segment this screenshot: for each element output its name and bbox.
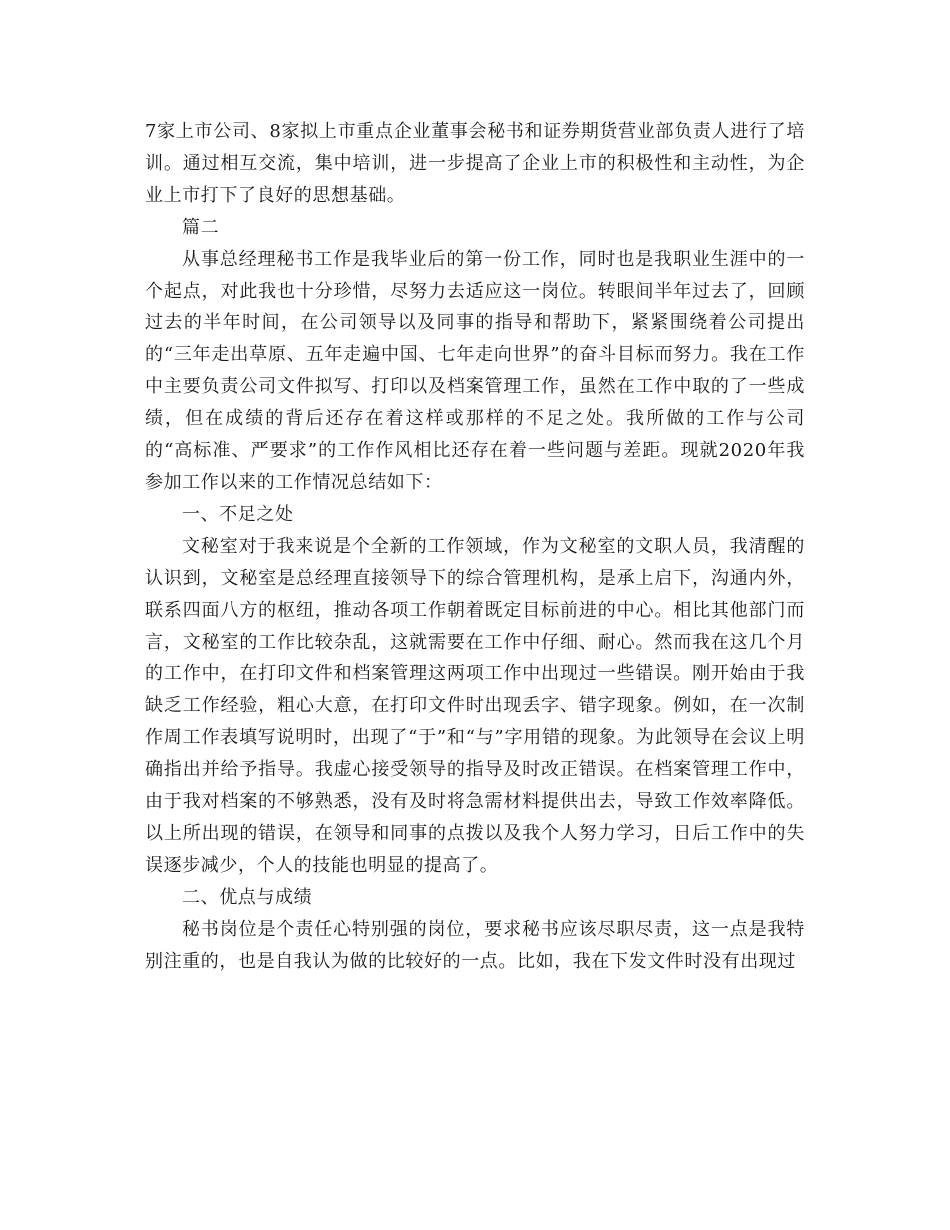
document-body <box>145 116 805 977</box>
section-heading-part-two: 篇二 <box>182 216 220 238</box>
paragraph-shortcomings: 文秘室对于我来说是个全新的工作领域，作为文秘室的文职人员，我清醒的认识到，文秘室是总经理直接领导下的综合管理机构，是承上启下，沟通内外，联系四面八方的枢纽，推动各项工作朝着既定目标前进的中心。相比其他部门而言，文秘室的工作比较杂乱，这就需要在工作中仔细、耐心。然而我在这几个月的工作中，在打印文件和档案管理这两项工作中出现过一些错误。刚开始由于我缺乏工作经验，粗心大意，在打印文件时出现丢字、错字现象。例如，在一次制作周工作表填写说明时，出现了“于”和“与”字用错的现象。为此领导在会议上明确指出并给予指导。我虚心接受领导的指导及时改正错误。在档案管理工作中，由于我对档案的不够熟悉，没有及时将急需材料提供出去，导致工作效率降低。以上所出现的错误，在领导和同事的点拨以及我个人努力学习，日后工作中的失误逐步减少，个人的技能也明显的提高了。 <box>145 535 805 876</box>
paragraph-training-summary: 7家上市公司、8家拟上市重点企业董事会秘书和证券期货营业部负责人进行了培训。通过相互交流，集中培训，进一步提高了企业上市的积极性和主动性，为企业上市打下了良好的思想基础。 <box>145 121 805 206</box>
paragraph-introduction: 从事总经理秘书工作是我毕业后的第一份工作，同时也是我职业生涯中的一个起点，对此我也十分珍惜，尽努力去适应这一岗位。转眼间半年过去了，回顾过去的半年时间，在公司领导以及同事的指导和帮助下，紧紧围绕着公司提出的“三年走出草原、五年走遍中国、七年走向世界”的奋斗目标而努力。我在工作中主要负责公司文件拟写、打印以及档案管理工作，虽然在工作中取的了一些成绩，但在成绩的背后还存在着这样或那样的不足之处。我所做的工作与公司的“高标准、严要求”的工作作风相比还存在着一些问题与差距。现就2020年我参加工作以来的工作情况总结如下： <box>145 248 805 493</box>
paragraph-strengths: 秘书岗位是个责任心特别强的岗位，要求秘书应该尽职尽责，这一点是我特别注重的，也是自我认为做的比较好的一点。比如，我在下发文件时没有出现过 <box>145 918 805 972</box>
section-heading-strengths: 二、优点与成绩 <box>182 886 313 908</box>
section-heading-shortcomings: 一、不足之处 <box>182 503 294 525</box>
